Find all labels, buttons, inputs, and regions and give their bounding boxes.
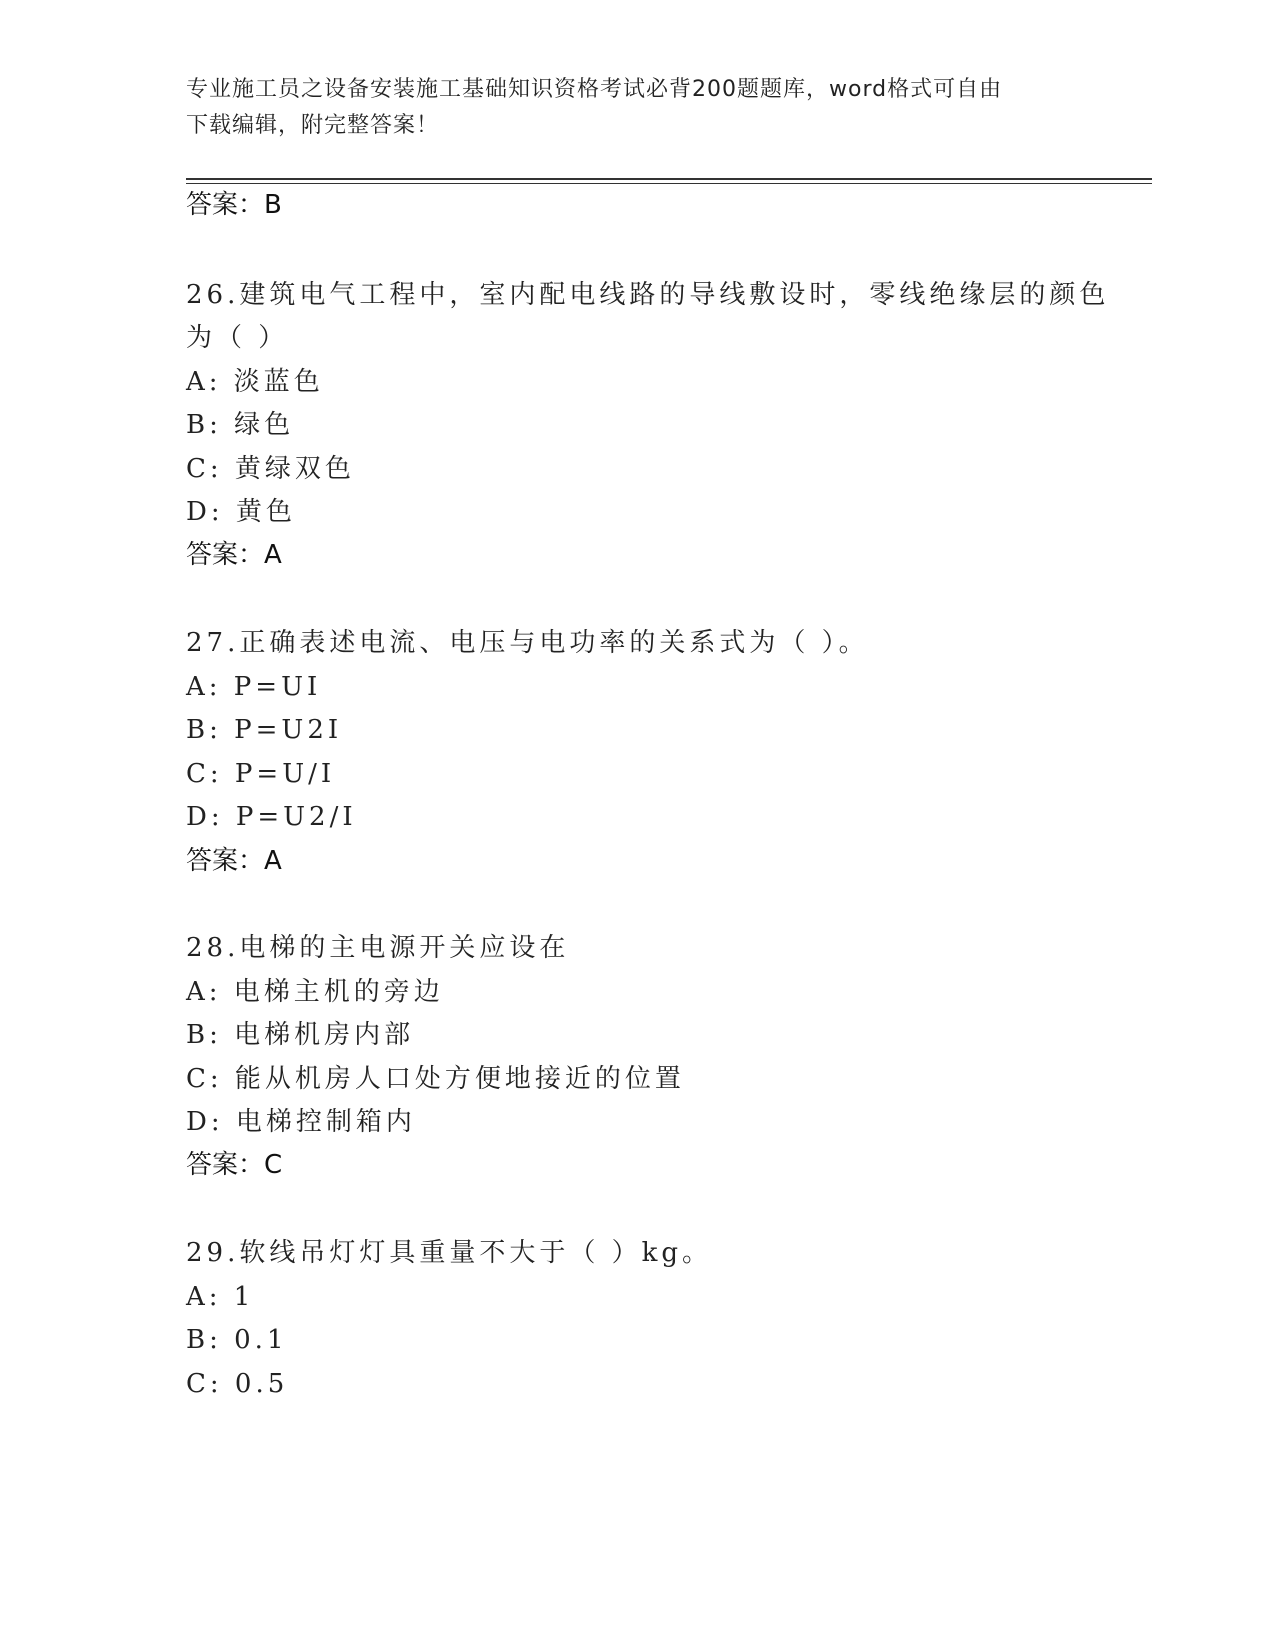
question-29-stem: 29.软线吊灯灯具重量不大于（ ）kg。 [186,1238,713,1268]
header-line-1: 专业施工员之设备安装施工基础知识资格考试必背200题题库，word格式可自由 [186,77,1003,102]
question-27-option-c: C: P=U/I [186,759,336,789]
answer-25: 答案：B [186,190,282,220]
answer-28: 答案：C [186,1150,283,1180]
question-28-stem: 28.电梯的主电源开关应设在 [186,933,570,963]
question-28-option-c: C: 能从机房人口处方便地接近的位置 [186,1064,685,1094]
answer-26: 答案：A [186,540,282,570]
question-29-option-a: A: 1 [186,1282,255,1312]
header-rule-thin [186,183,1152,184]
answer-27: 答案：A [186,846,282,876]
question-29-option-c: C: 0.5 [186,1369,289,1399]
header-rule-thick [186,178,1152,180]
question-27-option-d: D: P=U2/I [186,802,357,832]
question-29-option-b: B: 0.1 [186,1325,288,1355]
header-line-2: 下载编辑，附完整答案！ [186,113,440,138]
question-26-option-b: B: 绿色 [186,410,295,440]
question-26-option-a: A: 淡蓝色 [186,367,324,397]
document-header [186,72,1086,144]
question-26-stem-line-2: 为（ ） [186,323,289,353]
question-28-option-a: A: 电梯主机的旁边 [186,977,444,1007]
question-28-option-b: B: 电梯机房内部 [186,1020,415,1050]
question-27-option-a: A: P=UI [186,672,322,702]
question-26-option-d: D: 黄色 [186,497,296,527]
question-27-stem: 27.正确表述电流、电压与电功率的关系式为（ ）。 [186,628,869,658]
question-27-option-b: B: P=U2I [186,715,343,745]
question-26-option-c: C: 黄绿双色 [186,454,355,484]
question-28-option-d: D: 电梯控制箱内 [186,1107,416,1137]
question-26-stem-line-1: 26.建筑电气工程中，室内配电线路的导线敷设时，零线绝缘层的颜色 [186,280,1110,310]
